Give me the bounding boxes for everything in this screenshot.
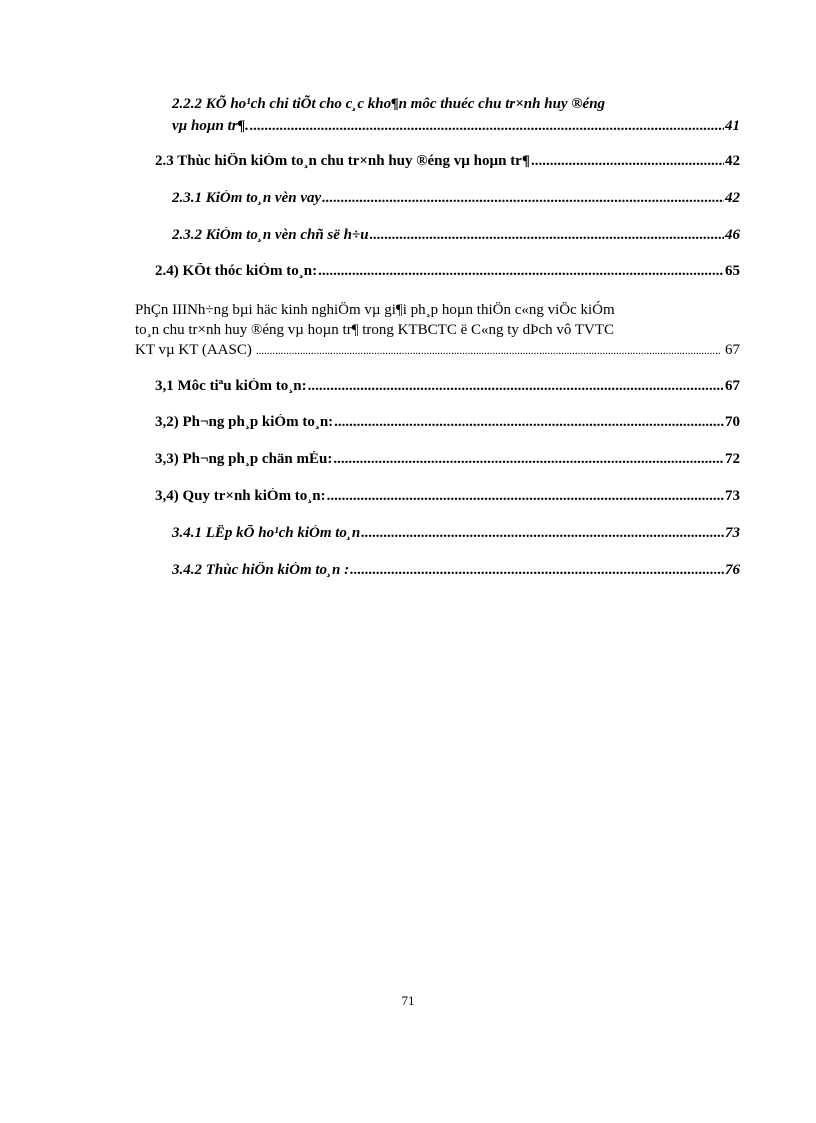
toc-entry-3-2[interactable] [155, 414, 740, 431]
toc-page-number: 70 [725, 414, 740, 430]
dot-leader [333, 451, 724, 468]
toc-entry-3-4-1[interactable] [172, 525, 740, 542]
dot-leader [531, 153, 724, 170]
toc-entry-2-3-1[interactable] [172, 190, 740, 207]
toc-entry-label: 3,3) Ph¬ng ph¸p chän mÉu: [155, 451, 333, 467]
toc-entry-label: 2.3.2 KiÓm to¸n vèn chñ së h÷u [172, 227, 369, 243]
toc-page-number: 65 [725, 263, 740, 279]
dot-leader [322, 190, 724, 207]
toc-entry-3-4[interactable] [155, 488, 740, 505]
toc-page-number: 41 [725, 118, 740, 134]
dot-leader [308, 378, 724, 395]
dot-leader [350, 562, 724, 579]
toc-entry-2-2-2[interactable] [172, 118, 740, 135]
dot-leader [361, 525, 724, 542]
toc-entry-label: 2.3.1 KiÓm to¸n vèn vay [172, 190, 322, 206]
toc-entry-part-3[interactable] [135, 300, 740, 361]
toc-entry-2-3-2[interactable] [172, 227, 740, 244]
toc-entry-label: 2.4) KÕt thóc kiÓm to¸n: [155, 263, 318, 279]
dot-leader [327, 488, 724, 505]
toc-page-number: 73 [725, 488, 740, 504]
toc-entry-3-1[interactable] [155, 378, 740, 395]
toc-entry-label: 3.4.2 Thùc hiÖn kiÓm to¸n : [172, 562, 350, 578]
page-number: 71 [401, 993, 415, 1008]
toc-entry-3-4-2[interactable] [172, 562, 740, 579]
toc-page-number: 67 [725, 342, 740, 358]
toc-page-number: 72 [725, 451, 740, 467]
toc-page-number: 42 [725, 153, 740, 169]
dot-leader [334, 414, 724, 431]
toc-entry-3-3[interactable] [155, 451, 740, 468]
toc-page-number: 42 [725, 190, 740, 206]
toc-part3-line3: KT vµ KT (AASC) [135, 342, 252, 358]
toc-entry-label: vµ hoµn tr¶. [172, 118, 249, 134]
dot-leader [256, 341, 721, 361]
toc-entry-label: 3.4.1 LËp kÕ ho¹ch kiÓm to¸n [172, 525, 361, 541]
dot-leader [250, 118, 724, 135]
toc-page-number: 76 [725, 562, 740, 578]
toc-entry-2-3[interactable] [155, 153, 740, 170]
toc-entry-2-2-2-line1[interactable]: 2.2.2 KÕ ho¹ch chi tiÕt cho c¸c kho¶n môc thuéc chu tr×nh huy ®éng [172, 96, 606, 112]
toc-page-number: 67 [725, 378, 740, 394]
toc-part3-line1: PhÇn IIINh÷ng bµi häc kinh nghiÖm vµ gi¶i ph¸p hoµn thiÖn c«ng viÖc kiÓm [135, 302, 615, 318]
dot-leader [370, 227, 724, 244]
toc-page-number: 46 [725, 227, 740, 243]
toc-entry-label: 3,2) Ph¬ng ph¸p kiÓm to¸n: [155, 414, 334, 430]
toc-entry-label: 2.3 Thùc hiÖn kiÓm to¸n chu tr×nh huy ®éng vµ hoµn tr¶ [155, 153, 530, 169]
toc-part3-line2: to¸n chu tr×nh huy ®éng vµ hoµn tr¶ trong KTBCTC ë C«ng ty dÞch vô TVTC [135, 322, 615, 338]
dot-leader [318, 263, 724, 280]
toc-entry-label: 3,1 Môc tiªu kiÓm to¸n: [155, 378, 307, 394]
toc-page-number: 73 [725, 525, 740, 541]
toc-entry-2-4[interactable] [155, 263, 740, 280]
toc-entry-label: 3,4) Quy tr×nh kiÓm to¸n: [155, 488, 326, 504]
